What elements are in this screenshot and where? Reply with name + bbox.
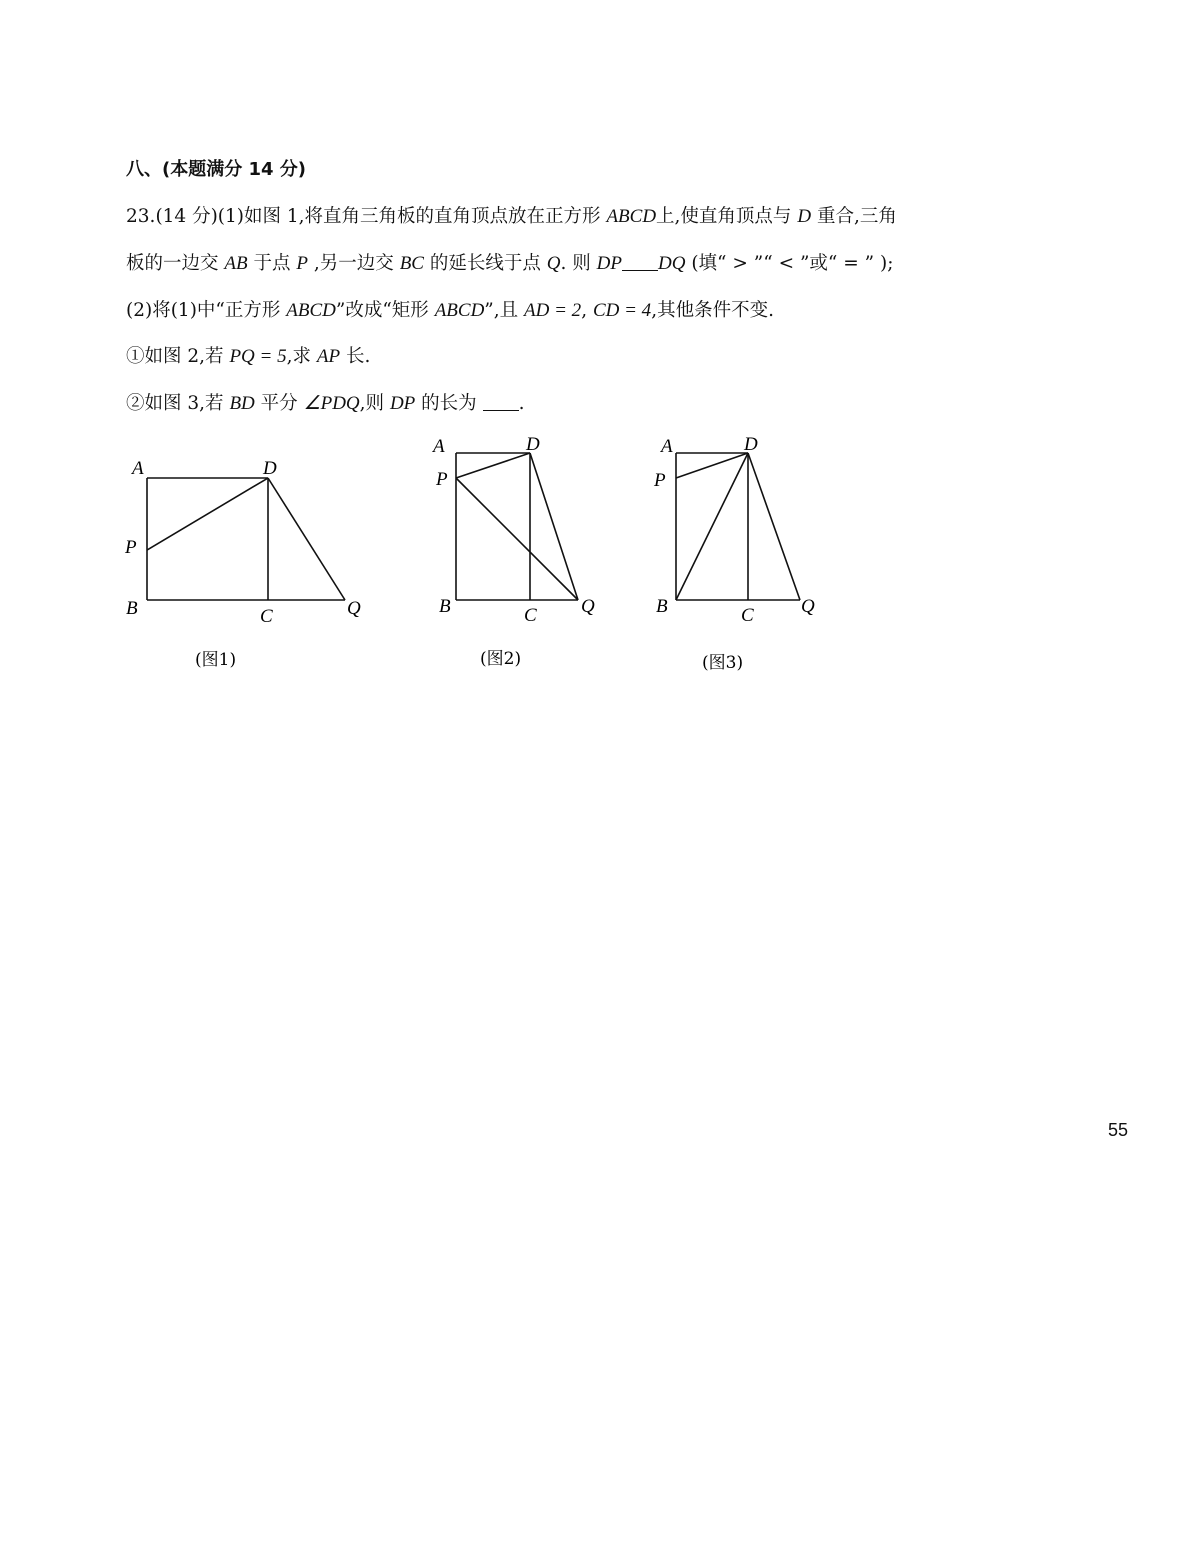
var-abcd: ABCD [434, 300, 485, 321]
fig2-label-a: A [433, 436, 445, 457]
fig2-label-b: B [439, 596, 451, 617]
fig1-label-p: P [125, 537, 137, 558]
var-abcd: ABCD [286, 300, 336, 321]
text-segment: (1)如图 1,将直角三角板的直角顶点放在正方形 [217, 206, 601, 227]
fig1-label-c: C [260, 606, 273, 627]
var-abcd: ABCD [606, 206, 657, 227]
text-segment: 的延长线于点 [429, 253, 541, 274]
text-segment: ①如图 2,若 [126, 346, 224, 367]
var-angle-pdq: ∠PDQ [303, 393, 360, 414]
var-cd-equals-4: CD = 4 [592, 300, 652, 321]
fig2-label-c: C [524, 605, 537, 626]
problem-number: 23 [126, 206, 150, 227]
var-pq-equals-5: PQ = 5 [229, 346, 287, 367]
text-segment: ,求 [286, 346, 311, 367]
var-q: Q [546, 253, 561, 274]
var-bd: BD [229, 393, 255, 414]
text-segment: ,其他条件不变. [651, 300, 774, 321]
section-title: 八、(本题满分 14 分) [126, 159, 307, 180]
figure-3-diagram [676, 453, 800, 600]
text-segment: 重合,三角 [816, 206, 897, 227]
problem-line-1: 23.(14 分)(1)如图 1,将直角三角板的直角顶点放在正方形 ABCD上,使直角顶点与 D 重合,三角 [126, 206, 897, 227]
fig2-label-p: P [436, 469, 448, 490]
text-segment: (填“ > ”“ < ”或“ = ” ); [691, 253, 894, 274]
var-d: D [797, 206, 812, 227]
figure-2-diagram [456, 453, 578, 600]
text-segment: , [581, 300, 588, 321]
fig2-caption: (图2) [480, 649, 522, 669]
text-segment: . 则 [560, 253, 591, 274]
fig2-label-d: D [526, 434, 540, 455]
text-segment: (2)将(1)中“正方形 [126, 300, 281, 321]
fig1-label-d: D [263, 458, 277, 479]
text-segment: ”改成“矩形 [335, 300, 429, 321]
fig2-label-q: Q [581, 596, 595, 617]
fig1-label-b: B [126, 598, 138, 619]
fig3-caption: (图3) [702, 653, 744, 673]
text-segment: 板的一边交 [126, 253, 219, 274]
fig1-label-a: A [132, 458, 144, 479]
text-segment: 于点 [253, 253, 291, 274]
problem-score: (14 分) [155, 206, 218, 227]
fig3-label-b: B [656, 596, 668, 617]
var-dp: DP [596, 253, 622, 274]
text-segment: 平分 [260, 393, 298, 414]
var-dq: DQ [658, 253, 686, 274]
fig3-label-a: A [661, 436, 673, 457]
fig1-caption: (图1) [195, 650, 237, 670]
var-dp: DP [389, 393, 416, 414]
page-number: 55 [1108, 1120, 1129, 1140]
fig3-label-c: C [741, 605, 754, 626]
text-segment: 上,使直角顶点与 [656, 206, 792, 227]
fig3-label-q: Q [801, 596, 815, 617]
fig3-label-p: P [654, 470, 666, 491]
var-ad-equals-2: AD = 2 [524, 300, 582, 321]
var-ab: AB [224, 253, 248, 274]
fig1-label-q: Q [347, 598, 361, 619]
fig3-label-d: D [744, 434, 758, 455]
text-segment: ”,且 [484, 300, 519, 321]
text-segment: . [518, 393, 525, 414]
var-p: P [296, 253, 309, 274]
text-segment: ②如图 3,若 [126, 393, 224, 414]
figure-1-diagram [147, 478, 345, 600]
var-ap: AP [316, 346, 341, 367]
text-segment: ,另一边交 [313, 253, 394, 274]
text-segment: 长. [345, 346, 371, 367]
var-bc: BC [399, 253, 424, 274]
text-segment: ,则 [359, 393, 385, 414]
text-segment: 的长为 [421, 393, 477, 414]
geometry-figures [0, 0, 1200, 720]
